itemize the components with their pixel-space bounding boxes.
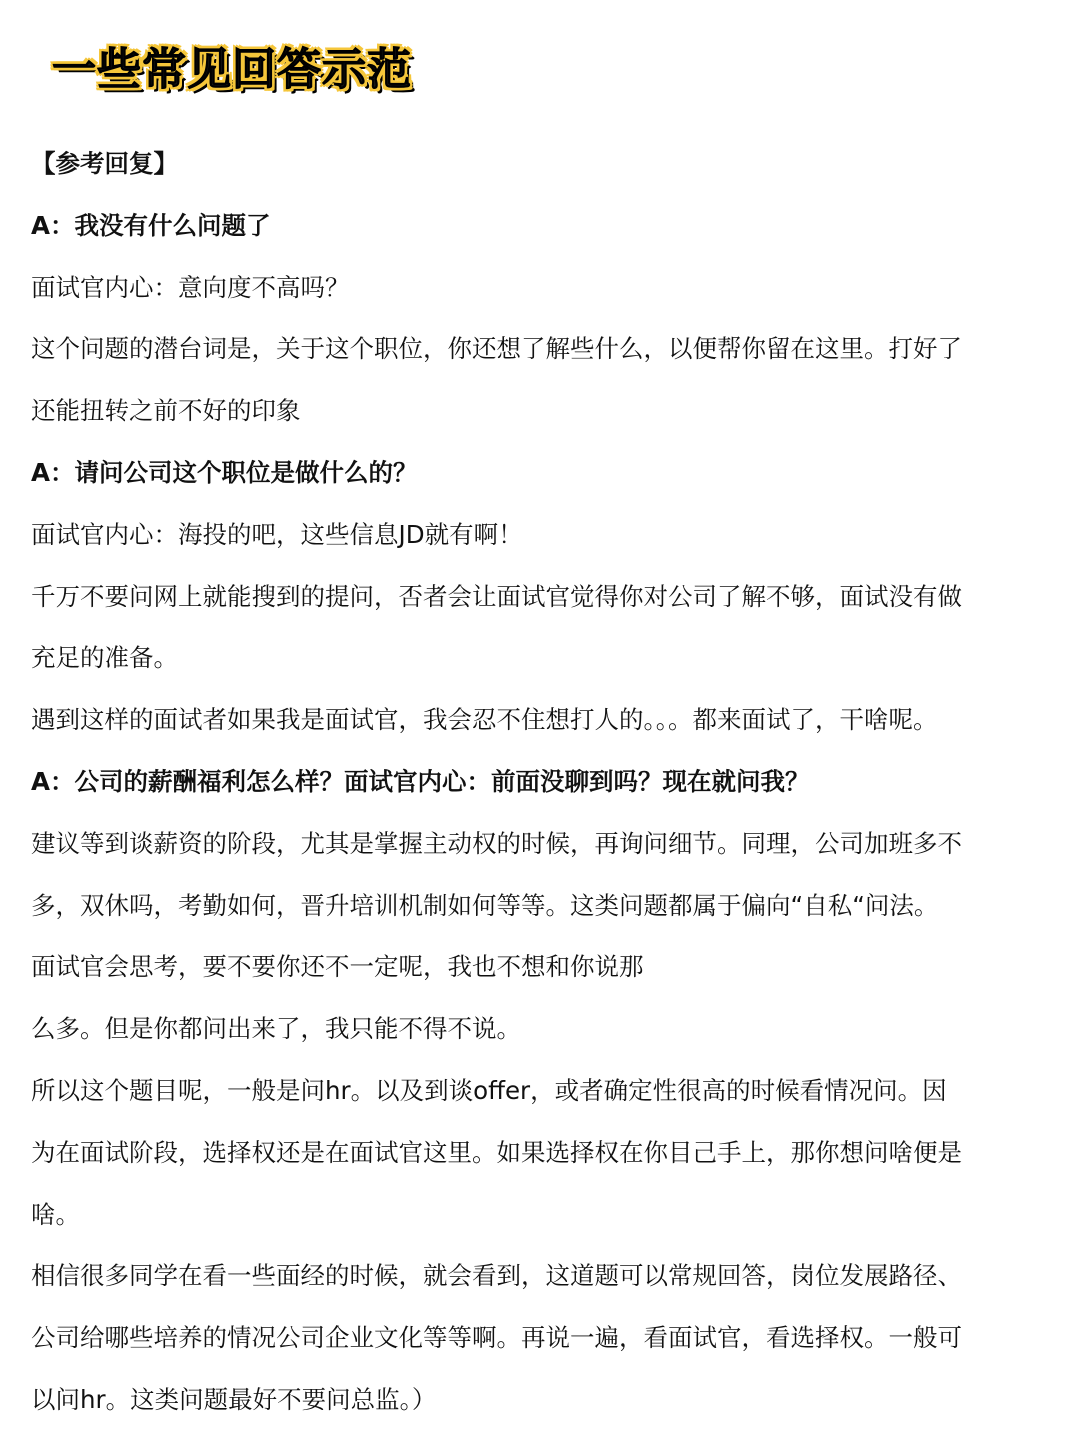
text-line: 多，双休吗，考勤如何，晋升培训机制如何等等。这类问题都属于偏向“自私“问法。 (31, 890, 939, 920)
text-line: 么多。但是你都问出来了，我只能不得不说。 (31, 1014, 521, 1044)
text-line: 这个问题的潜台词是，关于这个职位，你还想了解些什么，以便帮你留在这里。打好了 (31, 334, 962, 364)
text-line: 所以这个题目呢，一般是问hr。以及到谈offer，或者确定性很高的时候看情况问。因 (31, 1075, 947, 1105)
text-line: 还能扭转之前不好的印象 (31, 396, 301, 426)
text-line: 充足的准备。 (31, 643, 178, 673)
text-line: 面试官会思考，要不要你还不一定呢，我也不想和你说那 (31, 952, 644, 982)
text-line: A：请问公司这个职位是做什么的？ (31, 457, 418, 487)
text-line: 建议等到谈薪资的阶段，尤其是掌握主动权的时候，再询问细节。同理，公司加班多不 (31, 828, 962, 858)
article-body (31, 133, 1049, 1431)
text-line: 【参考回复】 (31, 149, 178, 178)
text-line: A：公司的薪酬福利怎么样？面试官内心：前面没聊到吗？现在就问我？ (31, 766, 810, 796)
text-line: 遇到这样的面试者如果我是面试官，我会忍不住想打人的。。。都来面试了，干啥呢。 (31, 705, 938, 735)
text-line: 千万不要问网上就能搜到的提问，否者会让面试官觉得你对公司了解不够，面试没有做 (31, 581, 962, 611)
text-line: A：我没有什么问题了 (31, 210, 271, 240)
text-line: 面试官内心：海投的吧，这些信息JD就有啊！ (31, 519, 523, 549)
text-line: 面试官内心：意向度不高吗？ (31, 272, 350, 302)
text-line: 相信很多同学在看一些面经的时候，就会看到，这道题可以常规回答，岗位发展路径、 (31, 1261, 962, 1291)
text-line: 啥。 (31, 1199, 80, 1229)
text-line: 公司给哪些培养的情况公司企业文化等等啊。再说一遍，看面试官，看选择权。一般可 (31, 1323, 962, 1353)
text-line: 为在面试阶段，选择权还是在面试官这里。如果选择权在你目己手上，那你想问啥便是 (31, 1137, 962, 1167)
page-title: 一些常见回答示范 (52, 44, 412, 95)
text-line: 以问hr。这类问题最好不要问总监。） (31, 1384, 437, 1414)
